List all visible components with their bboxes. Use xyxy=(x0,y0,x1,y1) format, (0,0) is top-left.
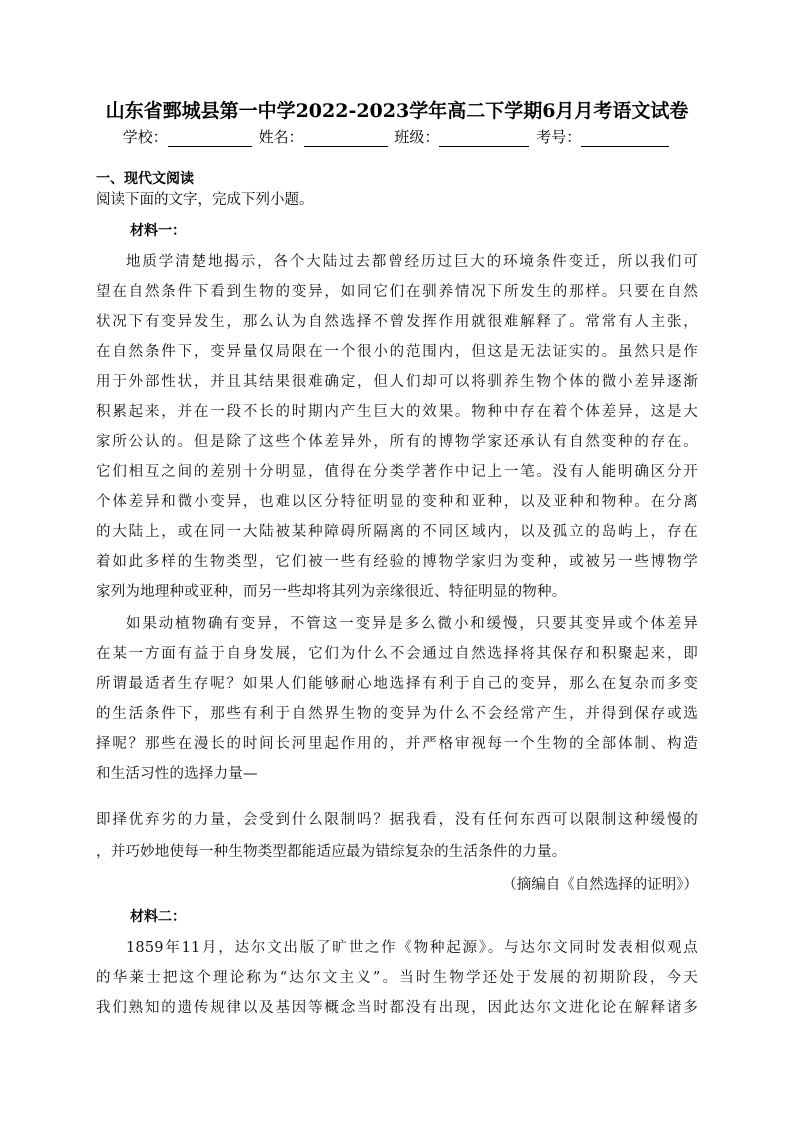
paragraph-line: 状况下有变异发生，那么认为自然选择不曾发挥作用就很难解释了。常常有人主张， xyxy=(96,314,698,330)
paragraph-line: 和生活习性的选择力量— xyxy=(96,766,258,782)
paragraph-line: 如果动植物确有变异，不管这一变异是多么微小和缓慢，只要其变异或个体差异 xyxy=(126,616,698,632)
paragraph-line: 即择优弃劣的力量，会受到什么限制吗？据我看，没有任何东西可以限制这种缓慢的 xyxy=(96,812,698,828)
section-instruction: 阅读下面的文字，完成下列小题。 xyxy=(96,192,314,208)
paragraph-line: 家所公认的。但是除了这些个体差异外，所有的博物学家还承认有自然变种的存在。 xyxy=(96,434,698,450)
exam-number-blank[interactable] xyxy=(581,131,669,147)
class-blank[interactable] xyxy=(439,131,529,147)
name-blank[interactable] xyxy=(304,131,388,147)
exam-number-label: 考号： xyxy=(536,128,582,146)
paragraph-line: 积累起来，并在一段不长的时期内产生巨大的效果。物种中存在着个体差异，这是大 xyxy=(96,404,698,420)
paragraph-line: 的生活条件下，那些有利于自然界生物的变异为什么不会经常产生，并得到保存或选 xyxy=(96,706,698,722)
paragraph-line: 用于外部性状，并且其结果很难确定，但人们却可以将驯养生物个体的微小差异逐渐 xyxy=(96,374,698,390)
paragraph-line: 望在自然条件下看到生物的变异，如同它们在驯养情况下所发生的那样。只要在自然 xyxy=(96,284,698,300)
paragraph-line: 在自然条件下，变异量仅局限在一个很小的范围内，但这是无法证实的。虽然只是作 xyxy=(96,344,698,360)
material-one-label: 材料一： xyxy=(130,223,186,239)
paragraph-line: 1859年11月，达尔文出版了旷世之作《物种起源》。与达尔文同时发表相似观点 xyxy=(126,940,698,956)
paragraph-line: 的大陆上，或在同一大陆被某种障碍所隔离的不同区域内，以及孤立的岛屿上，存在 xyxy=(96,524,698,540)
paragraph-line: 所谓最适者生存呢？如果人们能够耐心地选择有利于自己的变异，那么在复杂而多变 xyxy=(96,676,698,692)
student-info-line xyxy=(0,126,794,147)
paragraph-line: 家列为地理种或亚种，而另一些却将其列为亲缘很近、特征明显的物种。 xyxy=(96,584,567,600)
section-heading: 一、现代文阅读 xyxy=(96,171,194,187)
paragraph-line: 地质学清楚地揭示，各个大陆过去都曾经历过巨大的环境条件变迁，所以我们可 xyxy=(126,254,698,270)
paragraph-line: 我们熟知的遗传规律以及基因等概念当时都没有出现，因此达尔文进化论在解释诸多 xyxy=(96,1000,698,1016)
material-one-source: （摘编自《自然选择的证明》） xyxy=(502,877,698,893)
paragraph-line: 的华莱士把这个理论称为“达尔文主义”。当时生物学还处于发展的初期阶段，今天 xyxy=(96,970,698,986)
material-two-label: 材料二： xyxy=(130,909,186,925)
paragraph-line: 择呢？那些在漫长的时间长河里起作用的，并严格审视每一个生物的全部体制、构造 xyxy=(96,736,698,752)
paragraph-line: 着如此多样的生物类型，它们被一些有经验的博物学家归为变种，或被另一些博物学 xyxy=(96,554,698,570)
school-blank[interactable] xyxy=(168,131,252,147)
paragraph-line: 在某一方面有益于自身发展，它们为什么不会通过自然选择将其保存和积聚起来，即 xyxy=(96,646,698,662)
paragraph-line: 它们相互之间的差别十分明显，值得在分类学著作中记上一笔。没有人能明确区分开 xyxy=(96,464,698,480)
name-label: 姓名： xyxy=(258,128,304,146)
paragraph-line: ，并巧妙地使每一种生物类型都能适应最为错综复杂的生活条件的力量。 xyxy=(96,844,567,860)
exam-title: 山东省鄄城县第一中学2022-2023学年高二下学期6月月考语文试卷 xyxy=(105,100,689,122)
school-label: 学校： xyxy=(122,128,168,146)
paragraph-line: 个体差异和微小变异，也难以区分特征明显的变种和亚种，以及亚种和物种。在分离 xyxy=(96,494,698,510)
class-label: 班级： xyxy=(394,128,440,146)
